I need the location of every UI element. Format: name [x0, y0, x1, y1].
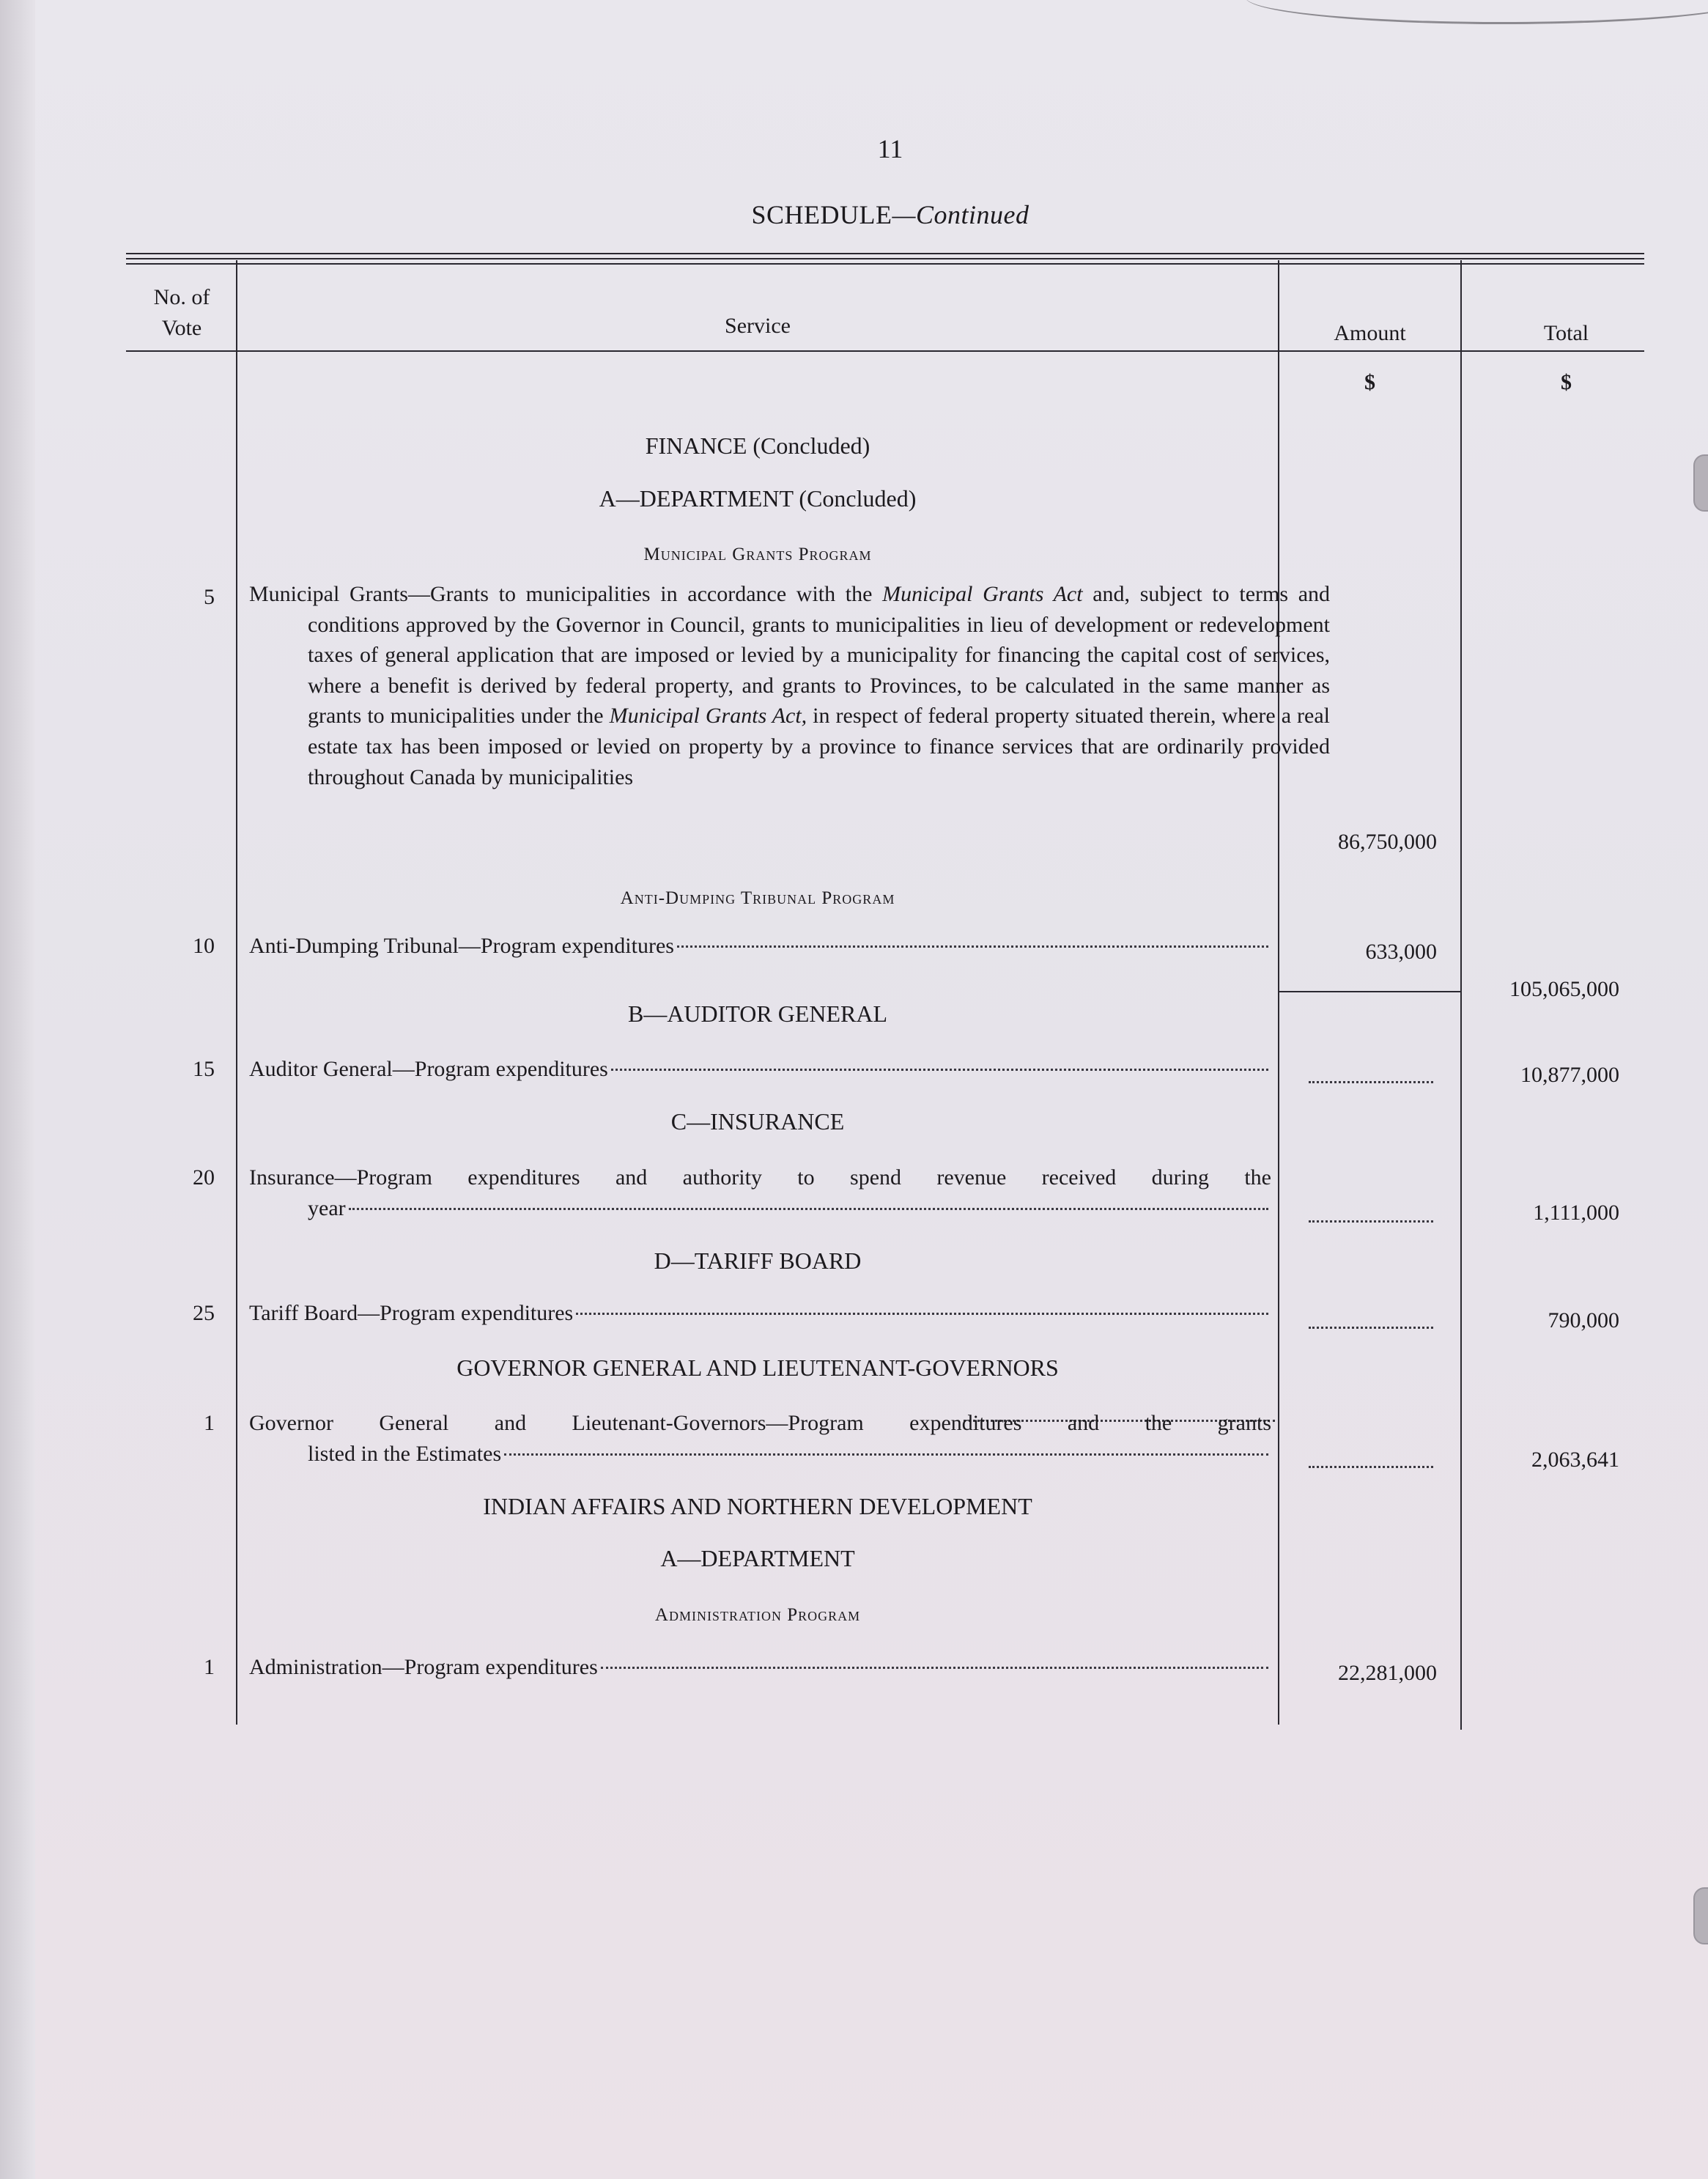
- page-number: 11: [877, 134, 903, 163]
- schedule-title: SCHEDULE—Continued: [751, 200, 1029, 229]
- vote-number: 15: [193, 1057, 215, 1081]
- municipal-grants-text: Municipal Grants—Grants to municipalities in accordance with the Municipal Grants Act and, subject to terms and conditions approved by the Governor in Council, grants to municipalities in lieu of development or redevelopment taxes of general application that are imposed or levied by a municipality for financing the capital cost of services, where a benefit is derived by federal property, and grants to Provinces, to be calculated in the same manner as grants to municipalities under the Municipal Grants Act, in respect of federal property situated therein, where a real estate tax has been imposed or levied on property by a province to finance services that are ordinarily provided throughout Canada by municipalities: [249, 579, 1330, 792]
- subtotal-rule: [1278, 991, 1460, 992]
- program-heading-administration: Administration Program: [654, 1605, 861, 1625]
- program-heading-municipal: Municipal Grants Program: [643, 545, 872, 564]
- amount-leader: [1309, 1327, 1433, 1329]
- amount-leader: [1309, 1081, 1433, 1083]
- amount-value: 86,750,000: [1338, 830, 1437, 854]
- vote-column-header: No. of Vote: [153, 285, 210, 340]
- tariff-line: Tariff Board—Program expenditures: [249, 1301, 1271, 1326]
- governor-line-1: Governor General and Lieutenant-Governors—Program expenditures and the grants: [249, 1411, 1271, 1435]
- punch-hole: [1693, 454, 1708, 512]
- column-divider: [1278, 260, 1279, 1725]
- total-value: 2,063,641: [1531, 1448, 1619, 1472]
- service-column-header: Service: [725, 314, 791, 338]
- total-currency: $: [1561, 370, 1572, 394]
- section-heading-tariff: D—TARIFF BOARD: [654, 1247, 862, 1274]
- administration-line: Administration—Program expenditures: [249, 1655, 1271, 1680]
- section-heading-department: A—DEPARTMENT (Concluded): [599, 485, 917, 512]
- table-top-rule: [126, 263, 1644, 265]
- total-value: 1,111,000: [1533, 1201, 1619, 1225]
- section-heading-governor: GOVERNOR GENERAL AND LIEUTENANT-GOVERNORS: [456, 1354, 1059, 1381]
- total-value: 10,877,000: [1520, 1063, 1619, 1087]
- vote-number: 5: [204, 585, 215, 609]
- header-bottom-rule: [126, 350, 1644, 352]
- page-curl: [1246, 0, 1708, 24]
- table-top-rule: [126, 253, 1644, 254]
- vote-number: 20: [193, 1165, 215, 1190]
- amount-value: 22,281,000: [1338, 1661, 1437, 1685]
- vote-number: 1: [204, 1655, 215, 1679]
- binder-edge: [0, 0, 35, 2179]
- insurance-line-2: year: [308, 1196, 1271, 1221]
- amount-currency: $: [1364, 370, 1375, 394]
- governor-line-2: listed in the Estimates: [308, 1442, 1271, 1467]
- amount-column-header: Amount: [1334, 321, 1406, 345]
- table-top-rule: [126, 258, 1644, 259]
- total-value: 790,000: [1548, 1308, 1619, 1332]
- amount-leader: [1309, 1466, 1433, 1468]
- amount-leader: [1309, 1220, 1433, 1223]
- insurance-line-1: Insurance—Program expenditures and authority to spend revenue received during the: [249, 1165, 1271, 1190]
- vote-number: 25: [193, 1301, 215, 1325]
- vote-number: 1: [204, 1411, 215, 1435]
- total-column-header: Total: [1543, 321, 1589, 345]
- amount-value: 633,000: [1365, 940, 1437, 964]
- auditor-line: Auditor General—Program expenditures: [249, 1057, 1271, 1082]
- section-heading-department: A—DEPARTMENT: [660, 1545, 855, 1571]
- antidumping-line: Anti-Dumping Tribunal—Program expenditures: [249, 934, 1271, 959]
- section-heading-auditor: B—AUDITOR GENERAL: [627, 1000, 888, 1027]
- section-heading-finance: FINANCE (Concluded): [645, 432, 870, 459]
- section-heading-indian-affairs: INDIAN AFFAIRS AND NORTHERN DEVELOPMENT: [483, 1493, 1032, 1519]
- vote-number: 10: [193, 934, 215, 958]
- total-value: 105,065,000: [1509, 977, 1619, 1001]
- section-heading-insurance: C—INSURANCE: [670, 1108, 845, 1135]
- program-heading-antidumping: Anti-Dumping Tribunal Program: [620, 888, 895, 908]
- punch-hole: [1693, 1887, 1708, 1944]
